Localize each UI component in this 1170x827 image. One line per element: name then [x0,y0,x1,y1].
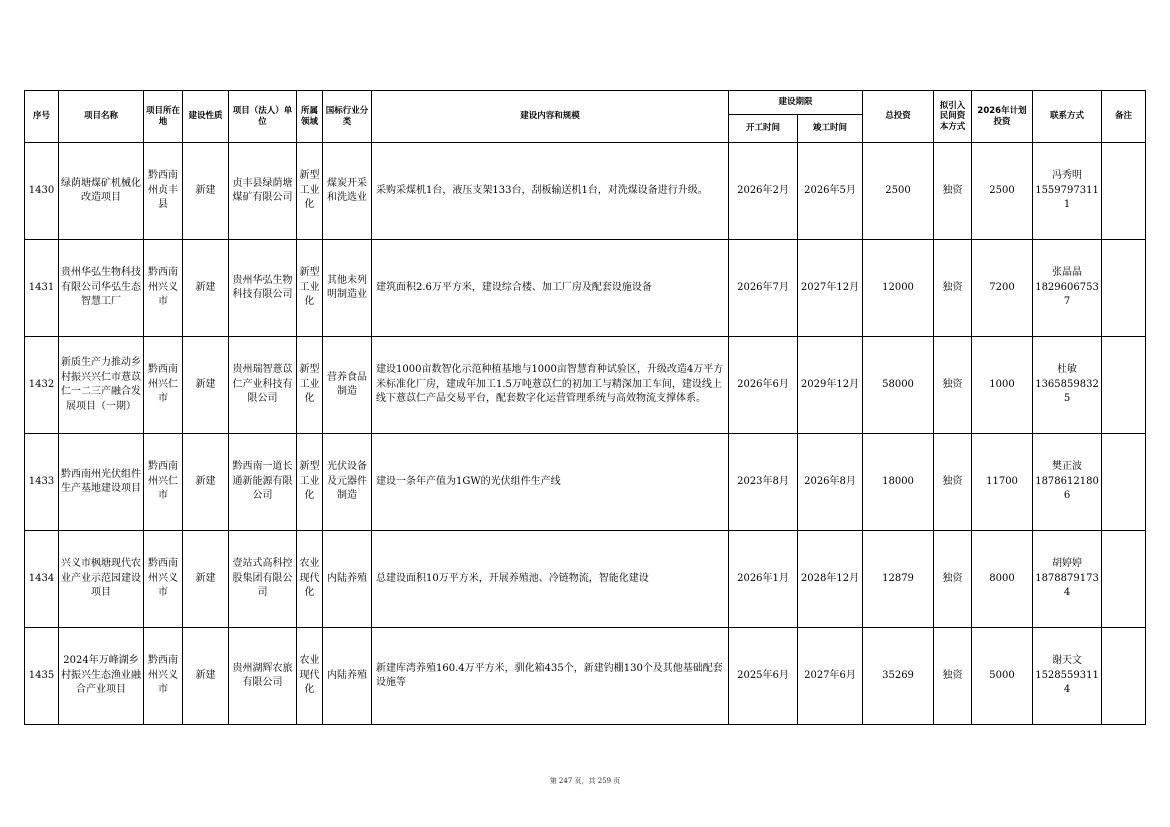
cell-content: 建设一条年产值为1GW的光伏组件生产线 [372,434,729,531]
cell-field: 农业现代化 [297,531,323,628]
contact-name: 樊正波 [1052,461,1083,473]
header-unit: 项目（法人）单位 [229,91,297,143]
header-nature: 建设性质 [183,91,229,143]
cell-seq: 1430 [25,143,59,240]
header-name: 项目名称 [59,91,144,143]
table-row [25,240,1146,337]
cell-contact [1033,628,1102,725]
cell-end: 2028年12月 [798,531,863,628]
cell-remark [1102,531,1146,628]
header-content: 建设内容和规模 [372,91,729,143]
contact-name: 胡婷婷 [1052,558,1083,570]
cell-location: 黔西南州兴义市 [144,531,183,628]
header-row [25,91,1146,115]
contact-phone: 18788791734 [1035,572,1099,599]
contact-phone: 13658598325 [1035,378,1099,405]
cell-name: 新质生产力推动乡村振兴兴仁市薏苡仁一二三产融合发展项目（一期） [59,337,144,434]
cell-nature: 新建 [183,240,229,337]
header-total: 总投资 [863,91,934,143]
cell-industry: 内陆养殖 [323,531,372,628]
cell-seq: 1435 [25,628,59,725]
cell-end: 2029年12月 [798,337,863,434]
cell-location: 黔西南州兴义市 [144,628,183,725]
cell-capital: 独资 [934,628,972,725]
cell-contact [1033,143,1102,240]
cell-end: 2027年12月 [798,240,863,337]
cell-capital: 独资 [934,143,972,240]
cell-plan: 2500 [972,143,1033,240]
cell-content: 建设1000亩数智化示范种植基地与1000亩智慧育种试验区，升级改造4万平方米标准化厂房，建成年加工1.5万吨薏苡仁的初加工与精深加工车间，建设线上线下薏苡仁产品交易平台，配套数字化运营管理系统与高效物流支撑体系。 [372,337,729,434]
cell-seq: 1434 [25,531,59,628]
cell-start: 2026年1月 [729,531,798,628]
contact-name: 张晶晶 [1052,267,1083,279]
cell-field: 新型工业化 [297,337,323,434]
header-remark: 备注 [1102,91,1146,143]
cell-end: 2027年6月 [798,628,863,725]
header-location: 项目所在地 [144,91,183,143]
header-field: 所属领域 [297,91,323,143]
table-row [25,337,1146,434]
cell-seq: 1433 [25,434,59,531]
cell-name: 兴义市枫塘现代农业产业示范园建设项目 [59,531,144,628]
cell-industry: 其他未列明制造业 [323,240,372,337]
cell-nature: 新建 [183,434,229,531]
header-period: 建设期限 [729,91,863,115]
cell-name: 黔西南州光伏组件生产基地建设项目 [59,434,144,531]
cell-nature: 新建 [183,628,229,725]
cell-location: 黔西南州贞丰县 [144,143,183,240]
cell-nature: 新建 [183,531,229,628]
cell-plan: 5000 [972,628,1033,725]
contact-phone: 18296067537 [1035,281,1099,308]
cell-unit: 贵州华弘生物科技有限公司 [229,240,297,337]
header-plan: 2026年计划投资 [972,91,1033,143]
cell-industry: 内陆养殖 [323,628,372,725]
cell-contact [1033,531,1102,628]
table-row [25,434,1146,531]
cell-total: 2500 [863,143,934,240]
cell-total: 12000 [863,240,934,337]
cell-total: 58000 [863,337,934,434]
cell-capital: 独资 [934,240,972,337]
cell-unit: 壹站式高科控股集团有限公司 [229,531,297,628]
cell-start: 2026年7月 [729,240,798,337]
header-industry: 国标行业分类 [323,91,372,143]
cell-name: 贵州华弘生物科技有限公司华弘生态智慧工厂 [59,240,144,337]
cell-field: 农业现代化 [297,628,323,725]
contact-phone: 15597973111 [1035,184,1099,211]
cell-industry: 煤炭开采和洗选业 [323,143,372,240]
cell-end: 2026年5月 [798,143,863,240]
cell-remark [1102,628,1146,725]
cell-plan: 1000 [972,337,1033,434]
table-row [25,628,1146,725]
cell-contact [1033,337,1102,434]
cell-capital: 独资 [934,434,972,531]
cell-start: 2023年8月 [729,434,798,531]
table-body [25,143,1146,725]
cell-field: 新型工业化 [297,434,323,531]
cell-capital: 独资 [934,337,972,434]
header-capital: 拟引入民间资本方式 [934,91,972,143]
contact-name: 谢天文 [1052,655,1083,667]
cell-unit: 贵州瑞智薏苡仁产业科技有限公司 [229,337,297,434]
cell-unit: 贵州湖辉农旅有限公司 [229,628,297,725]
header-end: 竣工时间 [798,115,863,143]
cell-content: 总建设面积10万平方米，开展养殖池、冷链物流，智能化建设 [372,531,729,628]
cell-nature: 新建 [183,337,229,434]
cell-plan: 8000 [972,531,1033,628]
cell-location: 黔西南州兴仁市 [144,337,183,434]
cell-start: 2026年6月 [729,337,798,434]
header-seq: 序号 [25,91,59,143]
project-table [24,90,1146,725]
cell-name: 绿荫塘煤矿机械化改造项目 [59,143,144,240]
cell-nature: 新建 [183,143,229,240]
cell-capital: 独资 [934,531,972,628]
cell-remark [1102,240,1146,337]
cell-remark [1102,434,1146,531]
cell-remark [1102,143,1146,240]
header-contact: 联系方式 [1033,91,1102,143]
cell-seq: 1432 [25,337,59,434]
cell-industry: 光伏设备及元器件制造 [323,434,372,531]
cell-content: 采购采煤机1台，液压支架133台，刮板输送机1台，对洗煤设备进行升级。 [372,143,729,240]
cell-total: 18000 [863,434,934,531]
cell-location: 黔西南州兴义市 [144,240,183,337]
cell-end: 2026年8月 [798,434,863,531]
cell-contact [1033,240,1102,337]
header-start: 开工时间 [729,115,798,143]
cell-field: 新型工业化 [297,240,323,337]
cell-start: 2026年2月 [729,143,798,240]
contact-phone: 15285593114 [1035,669,1099,696]
cell-name: 2024年万峰湖乡村振兴生态渔业融合产业项目 [59,628,144,725]
contact-name: 杜敏 [1057,364,1078,376]
cell-content: 新建库湾养殖160.4万平方米，驯化箱435个，新建钓棚130个及其他基础配套设施等 [372,628,729,725]
cell-industry: 营养食品制造 [323,337,372,434]
cell-content: 建筑面积2.6万平方米，建设综合楼、加工厂房及配套设施设备 [372,240,729,337]
cell-unit: 黔西南一道长通新能源有限公司 [229,434,297,531]
cell-contact [1033,434,1102,531]
cell-plan: 11700 [972,434,1033,531]
cell-location: 黔西南州兴仁市 [144,434,183,531]
table-row [25,531,1146,628]
page-footer: 第 247 页，共 259 页 [549,777,621,785]
table-row [25,143,1146,240]
cell-total: 35269 [863,628,934,725]
cell-remark [1102,337,1146,434]
cell-total: 12879 [863,531,934,628]
cell-plan: 7200 [972,240,1033,337]
cell-unit: 贞丰县绿荫塘煤矿有限公司 [229,143,297,240]
contact-name: 冯秀明 [1052,170,1083,182]
cell-field: 新型工业化 [297,143,323,240]
contact-phone: 18786121806 [1035,475,1099,502]
cell-start: 2025年6月 [729,628,798,725]
cell-seq: 1431 [25,240,59,337]
